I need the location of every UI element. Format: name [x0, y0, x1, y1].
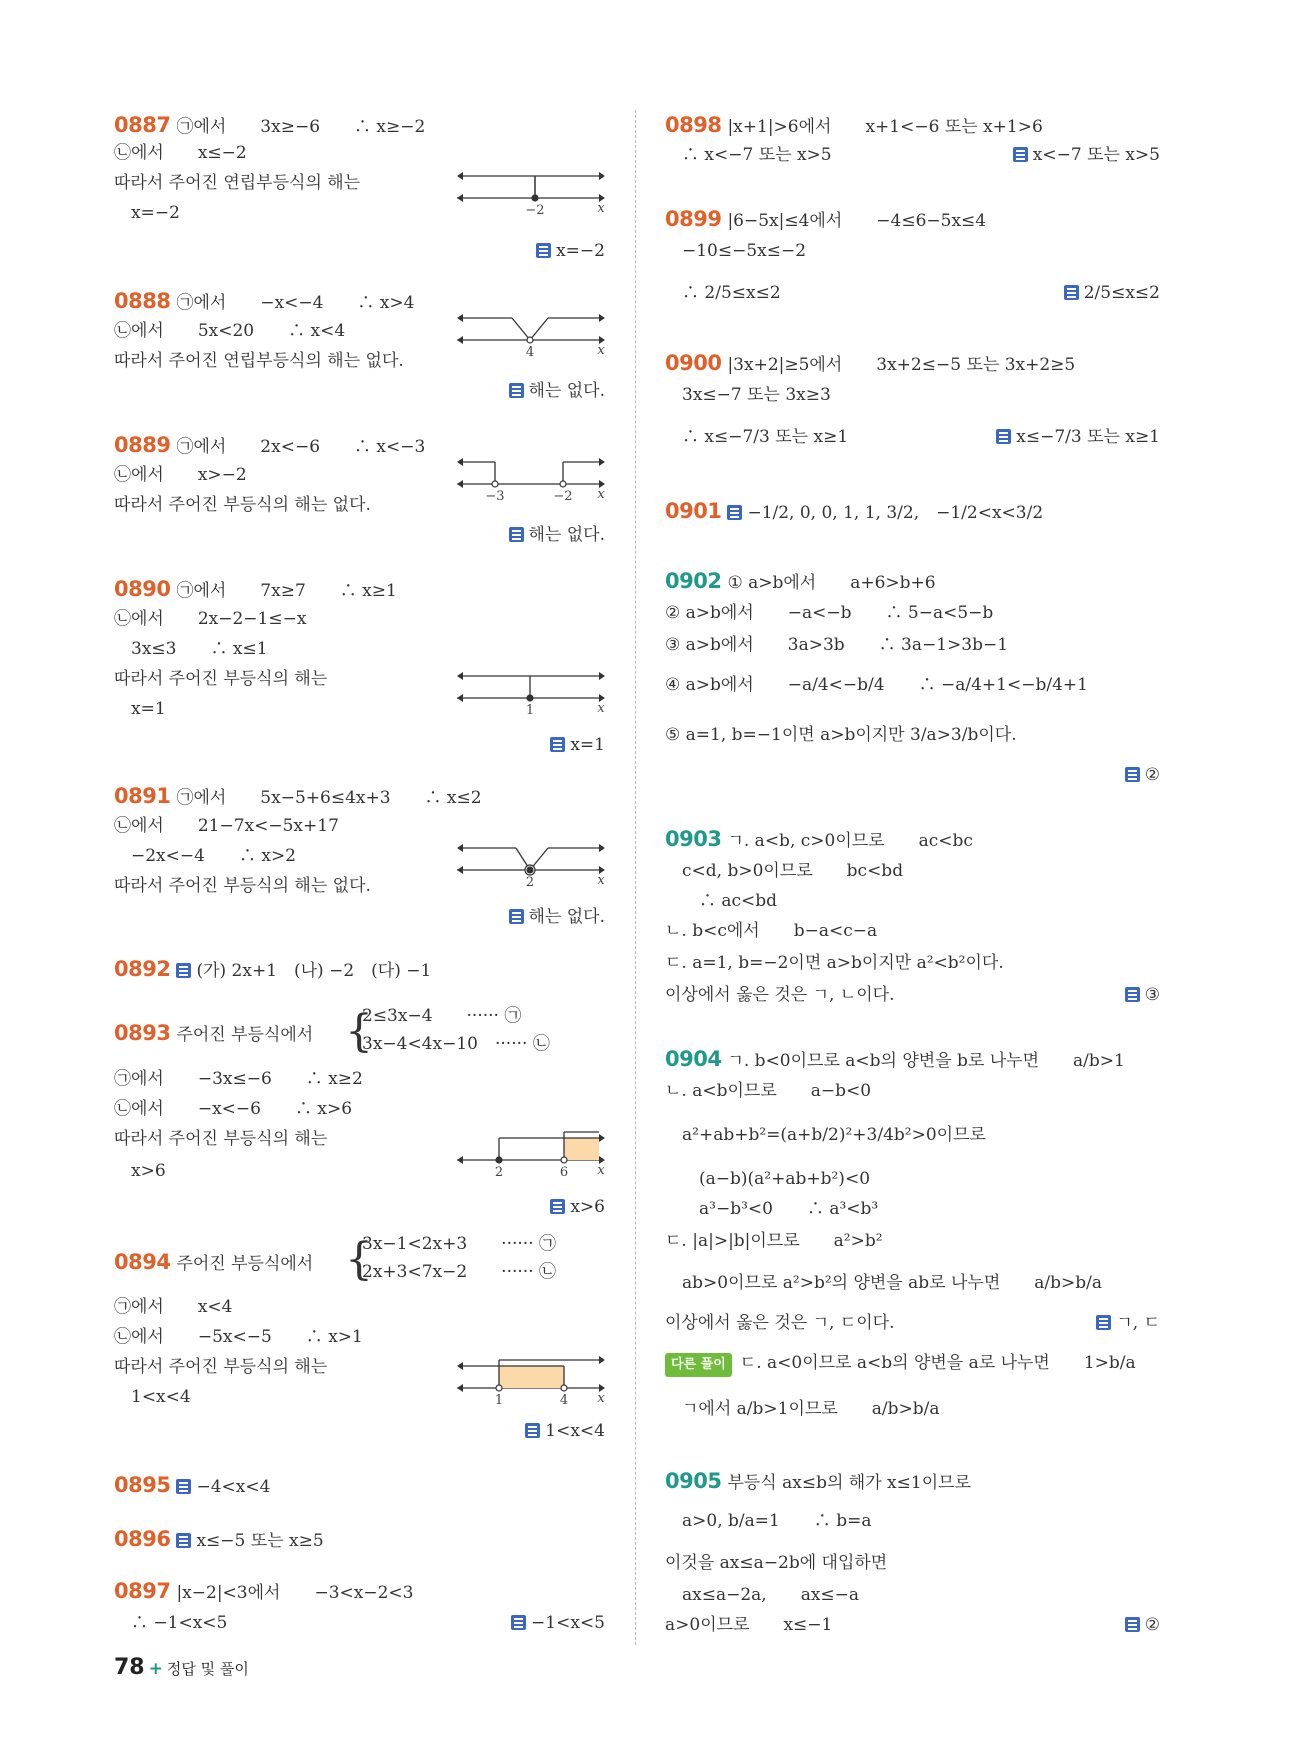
answer-line	[205, 1196, 605, 1218]
problem-number: 0891	[114, 784, 171, 808]
answer-line	[760, 282, 1160, 304]
text-line: ㉡에서 −5x<−5 ∴ x>1	[114, 1327, 363, 1347]
answer-text: x=−2	[556, 241, 605, 261]
number-line-graph	[455, 1340, 605, 1418]
text-line: a>0이므로 x≤−1	[665, 1615, 833, 1635]
tick-label: 1	[494, 1393, 504, 1408]
text-line: ② a>b에서 −a<−b ∴ 5−a<5−b	[665, 603, 994, 623]
answer-text: x=1	[570, 735, 605, 755]
answer-text: x≤−7/3 또는 x≥1	[1016, 427, 1160, 447]
answer-text: 1<x<4	[545, 1421, 605, 1441]
number-line-graph	[455, 436, 605, 514]
answer-line	[205, 906, 605, 928]
problem-0889	[114, 434, 425, 458]
answer-text: ②	[1144, 1615, 1160, 1635]
ray-arrow	[599, 672, 605, 680]
alt-solution-text: ㄷ. a<0이므로 a<b의 양변을 a로 나누면 1>b/a	[739, 1353, 1136, 1373]
problem-0901	[665, 500, 1043, 524]
answer-text: (가) 2x+1 (나) −2 (다) −1	[196, 961, 432, 981]
problem-text: |6−5x|≤4에서 −4≤6−5x≤4	[727, 211, 987, 231]
ray-arrow	[599, 1356, 605, 1364]
problem-number: 0893	[114, 1021, 171, 1045]
ray-arrow	[457, 672, 463, 680]
number-line-graph	[455, 1112, 605, 1190]
answer-icon	[1096, 1315, 1111, 1330]
answer-icon	[176, 1479, 191, 1494]
text-line: ∴ 2/5≤x≤2	[665, 283, 781, 303]
problem-number: 0904	[665, 1047, 722, 1071]
problem-text: ㉠에서 −x<−4 ∴ x>4	[176, 293, 415, 313]
answer-text: −1<x<5	[531, 1613, 605, 1633]
answer-line	[760, 426, 1160, 448]
problem-text: ㉠에서 2x<−6 ∴ x<−3	[176, 437, 426, 457]
answer-text: ㄱ, ㄷ	[1116, 1313, 1160, 1333]
text-line: ㉡에서 2x−2−1≤−x	[114, 609, 307, 629]
text-line: ∴ ac<bd	[665, 891, 778, 911]
answer-line	[760, 764, 1160, 786]
alt-solution	[665, 1352, 1136, 1377]
problem-0888	[114, 290, 414, 314]
problem-number: 0900	[665, 351, 722, 375]
text-line: x>6	[114, 1161, 166, 1181]
tick-label: −2	[553, 489, 573, 504]
answer-icon	[1125, 767, 1140, 782]
axis-arrow-left	[457, 1384, 463, 1392]
ray-arrow	[457, 844, 463, 852]
open-dot	[560, 481, 566, 487]
answer-line	[205, 734, 605, 756]
axis-arrow-left	[457, 336, 463, 344]
open-dot	[527, 337, 533, 343]
solution-region	[564, 1138, 599, 1160]
text-line: −2x<−4 ∴ x>2	[114, 846, 297, 866]
answer-line	[205, 524, 605, 546]
problem-number: 0903	[665, 827, 722, 851]
text-line: ㉡에서 x≤−2	[114, 143, 247, 163]
answer-text: 해는 없다.	[528, 381, 605, 401]
text-line: 따라서 주어진 부등식의 해는 없다.	[114, 495, 371, 515]
text-line: 이상에서 옳은 것은 ㄱ, ㄴ이다.	[665, 985, 895, 1005]
answer-icon	[509, 527, 524, 542]
ray-arrow	[599, 314, 605, 322]
problem-number: 0887	[114, 113, 171, 137]
axis-arrow-left	[457, 194, 463, 202]
column-divider	[635, 110, 636, 1645]
text-line: ㉡에서 x>−2	[114, 465, 247, 485]
number-line-graph	[455, 292, 605, 370]
answer-text: x<−7 또는 x>5	[1032, 145, 1160, 165]
text-line: ④ a>b에서 −a/4<−b/4 ∴ −a/4+1<−b/4+1	[665, 675, 1088, 695]
problem-text: ㄱ. b<0이므로 a<b의 양변을 b로 나누면 a/b>1	[727, 1051, 1125, 1071]
ray-arrow	[457, 458, 463, 466]
ray-arrow	[457, 1362, 463, 1370]
tick-label: 4	[559, 1393, 569, 1408]
problem-text: ㉠에서 5x−5+6≤4x+3 ∴ x≤2	[176, 788, 482, 808]
problem-number: 0898	[665, 113, 722, 137]
problem-0904	[665, 1048, 1125, 1072]
answer-icon	[525, 1423, 540, 1438]
problem-number: 0894	[114, 1250, 171, 1274]
system-line: 2x+3<7x−2 ······ ㉡	[362, 1262, 556, 1282]
axis-arrow-left	[457, 480, 463, 488]
axis-label: x	[597, 873, 605, 888]
text-line: ㄴ. a<b이므로 a−b<0	[665, 1081, 872, 1101]
problem-0890	[114, 578, 397, 602]
problem-0894	[114, 1251, 313, 1275]
ray-slope2	[530, 318, 548, 340]
answer-line	[760, 984, 1160, 1006]
number-line-graph	[455, 822, 605, 900]
problem-0892	[114, 958, 431, 982]
text-line: ∴ x<−7 또는 x>5	[665, 145, 832, 165]
answer-icon	[1013, 147, 1028, 162]
answer-text: x>6	[570, 1197, 605, 1217]
tick-label: −3	[485, 489, 505, 504]
answer-line	[205, 1420, 605, 1442]
tick-label: 4	[525, 345, 535, 360]
system-line: 2≤3x−4 ······ ㉠	[362, 1006, 522, 1026]
tick-label: 6	[559, 1165, 569, 1180]
tick-label: −2	[525, 203, 545, 218]
text-line: ㄴ. b<c에서 b−a<c−a	[665, 921, 878, 941]
answer-icon	[176, 1533, 191, 1548]
text-line: 따라서 주어진 부등식의 해는	[114, 669, 328, 689]
axis-arrow-left	[457, 1156, 463, 1164]
answer-line	[760, 144, 1160, 166]
answer-icon	[1125, 1617, 1140, 1632]
answer-icon	[536, 243, 551, 258]
problem-text: 주어진 부등식에서	[176, 1025, 314, 1045]
problem-number: 0890	[114, 577, 171, 601]
problem-number: 0897	[114, 1579, 171, 1603]
text-line: 1<x<4	[114, 1387, 191, 1407]
text-line: 3x≤−7 또는 3x≥3	[665, 385, 831, 405]
answer-icon	[176, 963, 191, 978]
text-line: ③ a>b에서 3a>3b ∴ 3a−1>3b−1	[665, 635, 1009, 655]
problem-0895	[114, 1474, 270, 1498]
text-line: ㄷ. |a|>|b|이므로 a²>b²	[665, 1231, 883, 1251]
problem-number: 0899	[665, 207, 722, 231]
problem-0903	[665, 828, 973, 852]
text-line: x=−2	[114, 203, 180, 223]
answer-text: 해는 없다.	[528, 525, 605, 545]
problem-0896	[114, 1528, 324, 1552]
text-line: ab>0이므로 a²>b²의 양변을 ab로 나누면 a/b>b/a	[665, 1273, 1102, 1293]
system-brace: {	[345, 1006, 373, 1057]
problem-number: 0888	[114, 289, 171, 313]
axis-label: x	[597, 1391, 605, 1406]
text-line: c<d, b>0이므로 bc<bd	[665, 861, 904, 881]
text-line: a²+ab+b²=(a+b/2)²+3/4b²>0이므로	[665, 1125, 986, 1145]
text-line: 따라서 주어진 부등식의 해는 없다.	[114, 876, 371, 896]
text-line: 따라서 주어진 부등식의 해는	[114, 1129, 328, 1149]
answer-line	[760, 1312, 1160, 1334]
solution-region	[499, 1366, 564, 1388]
text-line: a>0, b/a=1 ∴ b=a	[665, 1511, 872, 1531]
footer-title: 정답 및 풀이	[166, 1660, 249, 1678]
ray-arrow	[599, 458, 605, 466]
text-line: ㉠에서 −3x≤−6 ∴ x≥2	[114, 1069, 363, 1089]
text-line: ㉠에서 x<4	[114, 1297, 233, 1317]
ray-arrow	[599, 1134, 605, 1142]
problem-text: ① a>b에서 a+6>b+6	[727, 573, 936, 593]
text-line: ㉡에서 −x<−6 ∴ x>6	[114, 1099, 353, 1119]
open-dot	[492, 481, 498, 487]
problem-text: ㉠에서 3x≥−6 ∴ x≥−2	[176, 117, 426, 137]
problem-0897	[114, 1580, 413, 1604]
text-line: ㄱ에서 a/b>1이므로 a/b>b/a	[665, 1399, 940, 1419]
page-footer: 78 + 정답 및 풀이	[114, 1655, 249, 1680]
answer-text: ②	[1144, 765, 1160, 785]
axis-label: x	[597, 487, 605, 502]
answer-text: ③	[1144, 985, 1160, 1005]
text-line: ∴ −1<x<5	[114, 1613, 228, 1633]
answer-line	[205, 380, 605, 402]
answer-line	[760, 1614, 1160, 1636]
problem-number: 0892	[114, 957, 171, 981]
problem-0898	[665, 114, 1043, 138]
problem-text: ㉠에서 7x≥7 ∴ x≥1	[176, 581, 397, 601]
text-line: 이것을 ax≤a−2b에 대입하면	[665, 1553, 888, 1573]
axis-label: x	[597, 1163, 605, 1178]
answer-icon	[996, 429, 1011, 444]
closed-dot	[496, 1157, 502, 1163]
problem-number: 0902	[665, 569, 722, 593]
answer-icon	[727, 505, 742, 520]
closed-dot	[527, 867, 533, 873]
axis-label: x	[597, 201, 605, 216]
text-line: ㄷ. a=1, b=−2이면 a>b이지만 a²<b²이다.	[665, 953, 1004, 973]
answer-text: 2/5≤x≤2	[1083, 283, 1160, 303]
ray-arrow	[599, 172, 605, 180]
problem-number: 0895	[114, 1473, 171, 1497]
number-line-graph	[455, 150, 605, 228]
text-line: 따라서 주어진 연립부등식의 해는	[114, 173, 361, 193]
answer-icon	[1064, 285, 1079, 300]
text-line: 따라서 주어진 연립부등식의 해는 없다.	[114, 351, 404, 371]
text-line: 따라서 주어진 부등식의 해는	[114, 1357, 328, 1377]
closed-dot	[532, 195, 538, 201]
axis-label: x	[597, 343, 605, 358]
problem-0900	[665, 352, 1075, 376]
axis-label: x	[597, 701, 605, 716]
problem-0902	[665, 570, 936, 594]
text-line: x=1	[114, 699, 166, 719]
tick-label: 1	[525, 703, 535, 718]
open-dot	[561, 1385, 567, 1391]
problem-text: 부등식 ax≤b의 해가 x≤1이므로	[727, 1473, 971, 1493]
tick-label: 2	[525, 875, 535, 890]
text-line: ∴ x≤−7/3 또는 x≥1	[665, 427, 849, 447]
problem-text: |3x+2|≥5에서 3x+2≤−5 또는 3x+2≥5	[727, 355, 1076, 375]
system-line: 3x−1<2x+3 ······ ㉠	[362, 1234, 556, 1254]
answer-text: x≤−5 또는 x≥5	[196, 1531, 324, 1551]
tick-label: 2	[494, 1165, 504, 1180]
problem-number: 0901	[665, 499, 722, 523]
page-number: 78	[114, 1655, 145, 1680]
problem-0891	[114, 785, 482, 809]
problem-0887	[114, 114, 425, 138]
problem-number: 0889	[114, 433, 171, 457]
problem-number: 0905	[665, 1469, 722, 1493]
problem-number: 0896	[114, 1527, 171, 1551]
alt-solution-badge: 다른 풀이	[665, 1353, 732, 1377]
answer-icon	[550, 1199, 565, 1214]
answer-text: 해는 없다.	[528, 907, 605, 927]
answer-icon	[509, 909, 524, 924]
text-line: −10≤−5x≤−2	[665, 241, 807, 261]
text-line: ㉡에서 21−7x<−5x+17	[114, 816, 339, 836]
number-line-graph	[455, 650, 605, 728]
answer-icon	[1125, 987, 1140, 1002]
answer-line	[205, 240, 605, 262]
ray-arrow	[457, 314, 463, 322]
text-line: ⑤ a=1, b=−1이면 a>b이지만 3/a>3/b이다.	[665, 725, 1017, 745]
text-line: ax≤a−2a, ax≤−a	[665, 1585, 860, 1605]
problem-text: |x−2|<3에서 −3<x−2<3	[176, 1583, 414, 1603]
open-dot	[561, 1157, 567, 1163]
problem-0905	[665, 1470, 971, 1494]
axis-arrow-left	[457, 694, 463, 702]
answer-text: −4<x<4	[196, 1477, 271, 1497]
answer-icon	[509, 383, 524, 398]
answer-icon	[550, 737, 565, 752]
system-brace: {	[345, 1234, 373, 1285]
ray-arrow	[599, 844, 605, 852]
open-dot	[496, 1385, 502, 1391]
text-line: 이상에서 옳은 것은 ㄱ, ㄷ이다.	[665, 1313, 895, 1333]
problem-text: 주어진 부등식에서	[176, 1254, 314, 1274]
answer-text: −1/2, 0, 0, 1, 1, 3/2, −1/2<x<3/2	[747, 503, 1044, 523]
answer-line	[205, 1612, 605, 1634]
answer-icon	[511, 1615, 526, 1630]
closed-dot	[527, 695, 533, 701]
system-line: 3x−4<4x−10 ······ ㉡	[362, 1034, 550, 1054]
ray-arrow	[457, 172, 463, 180]
ray-slope	[512, 318, 530, 340]
problem-text: ㄱ. a<b, c>0이므로 ac<bc	[727, 831, 973, 851]
text-line: 3x≤3 ∴ x≤1	[114, 639, 268, 659]
axis-arrow-left	[457, 866, 463, 874]
problem-0893	[114, 1022, 313, 1046]
text-line: (a−b)(a²+ab+b²)<0	[665, 1169, 871, 1189]
problem-text: |x+1|>6에서 x+1<−6 또는 x+1>6	[727, 117, 1043, 137]
text-line: ㉡에서 5x<20 ∴ x<4	[114, 321, 346, 341]
problem-0899	[665, 208, 986, 232]
text-line: a³−b³<0 ∴ a³<b³	[665, 1199, 879, 1219]
